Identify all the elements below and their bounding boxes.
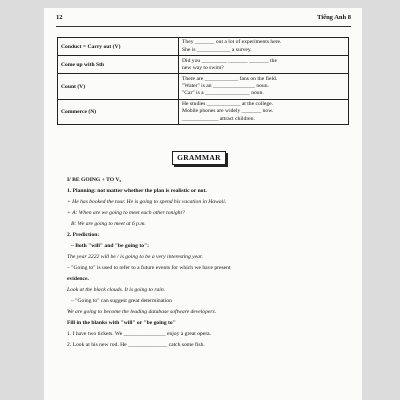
rule-heading: 2. Prediction: [67,232,100,238]
exercise-item: 2. Look at his new rod. He ______________ catch some fish. [67,342,205,348]
rule-text: – "Going to" is used to refer to a future events for which we have present [67,265,231,271]
term-cell: Count (V) [58,74,179,99]
example-line: "Water" is an _______________ noun. [182,82,269,89]
example-line: new way to swim? [182,64,224,71]
book-title: Tiếng Anh 8 [317,14,351,21]
example-cell [179,74,349,99]
example-line: Did you _________ _______ _______ the [182,57,277,64]
table-row [58,56,349,74]
table-row [58,99,349,124]
example-cell [179,38,349,56]
grammar-heading: GRAMMAR [172,151,226,165]
exercise-instruction: Fill in the blanks with "will" or "be going to" [67,320,176,326]
term-cell: Conduct = Carry out (V) [58,38,179,56]
rule-text: – "Going to" can suggest great determination [71,298,172,304]
example-sentence: + He has booked the tour. He is going to spend his vacation in Hawaii. [67,199,227,205]
page-number: 12 [56,14,63,21]
example-line: _____________ attract children. [182,115,255,122]
example-line: There are ____________ fans on the field. [182,75,278,82]
table-row [58,38,349,56]
grammar-section [67,175,352,351]
example-line: He studies ____________ at the college. [182,101,274,108]
page-header [56,12,351,27]
rule-subheading: – Both "will" and "be going to": [71,243,150,249]
rule-heading: 1. Planning: not matter whether the plan is realistic or not. [67,188,207,194]
example-line: Mobile phones are widely _______ now. [182,108,274,115]
example-sentence: Look at the black clouds. It is going to rain. [67,287,166,293]
example-sentence: + A: When are we going to meet each other tonight? [67,210,185,216]
term-cell: Come up with Sth [58,56,179,74]
example-line: "Car" is a ________________ noun. [182,90,264,97]
table-row [58,74,349,99]
section-heading: I/ BE GOING + TO V₀ [67,177,122,183]
example-line: She is ____________ a survey. [182,46,252,53]
example-sentence: The year 2222 will be / is going to be a very interesting year. [67,254,203,260]
term-cell: Commerce (N) [58,99,179,124]
example-cell [179,56,349,74]
rule-text: evidence. [67,276,89,282]
example-line: They _______ out a lot of experiments here. [182,39,282,46]
example-sentence: We are going to become the leading database software developers. [67,309,217,315]
exercise-item: 1. I have two tickets. We _______________ enjoy a great opera. [67,331,212,337]
example-sentence: B: We are going to meet at 6 p.m. [71,221,146,227]
vocabulary-table [57,37,349,125]
example-cell [179,99,349,124]
